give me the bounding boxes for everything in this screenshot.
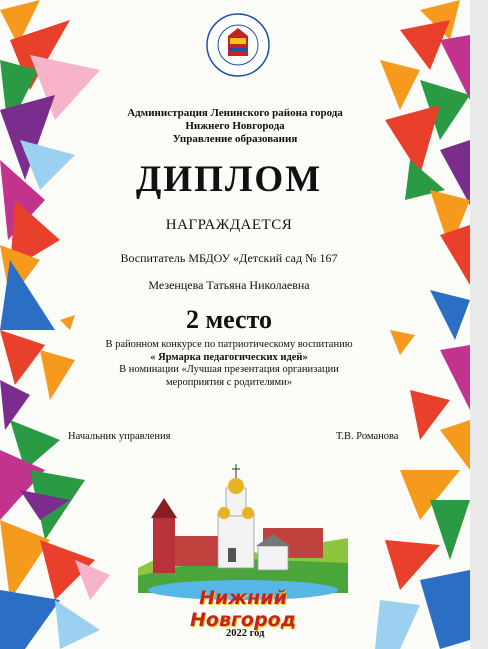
contest-line-4: мероприятия с родителями»: [165, 376, 293, 388]
recipient-name: Мезенцева Татьяна Николаевна: [148, 278, 310, 292]
contest-line-1: В районном конкурсе по патриотическому воспитанию: [105, 339, 353, 350]
recipient-position: Воспитатель МБДОУ «Детский сад № 167: [120, 251, 338, 265]
issuer-line-2: Нижнего Новгорода: [185, 120, 285, 132]
awarded-heading: НАГРАЖДАЕТСЯ: [165, 217, 293, 233]
place-award: 2 место: [185, 305, 273, 334]
issuer-block: [0, 107, 470, 146]
year: 2022 год: [226, 628, 265, 639]
contest-name: « Ярмарка педагогических идей»: [150, 351, 308, 363]
issuer-line-3: Управление образования: [172, 133, 298, 145]
diploma-title: ДИПЛОМ: [135, 159, 323, 200]
district-emblem-logo: [205, 12, 271, 78]
contest-line-3: В номинации «Лучшая презентация организации: [119, 364, 339, 375]
signature-name: Т.В. Романова: [336, 431, 399, 442]
city-logo-text: Нижний Новгород: [190, 587, 296, 631]
signature-role: Начальник управления: [68, 431, 171, 442]
contest-description: [0, 339, 464, 389]
issuer-line-1: Администрация Ленинского района города: [127, 107, 343, 119]
